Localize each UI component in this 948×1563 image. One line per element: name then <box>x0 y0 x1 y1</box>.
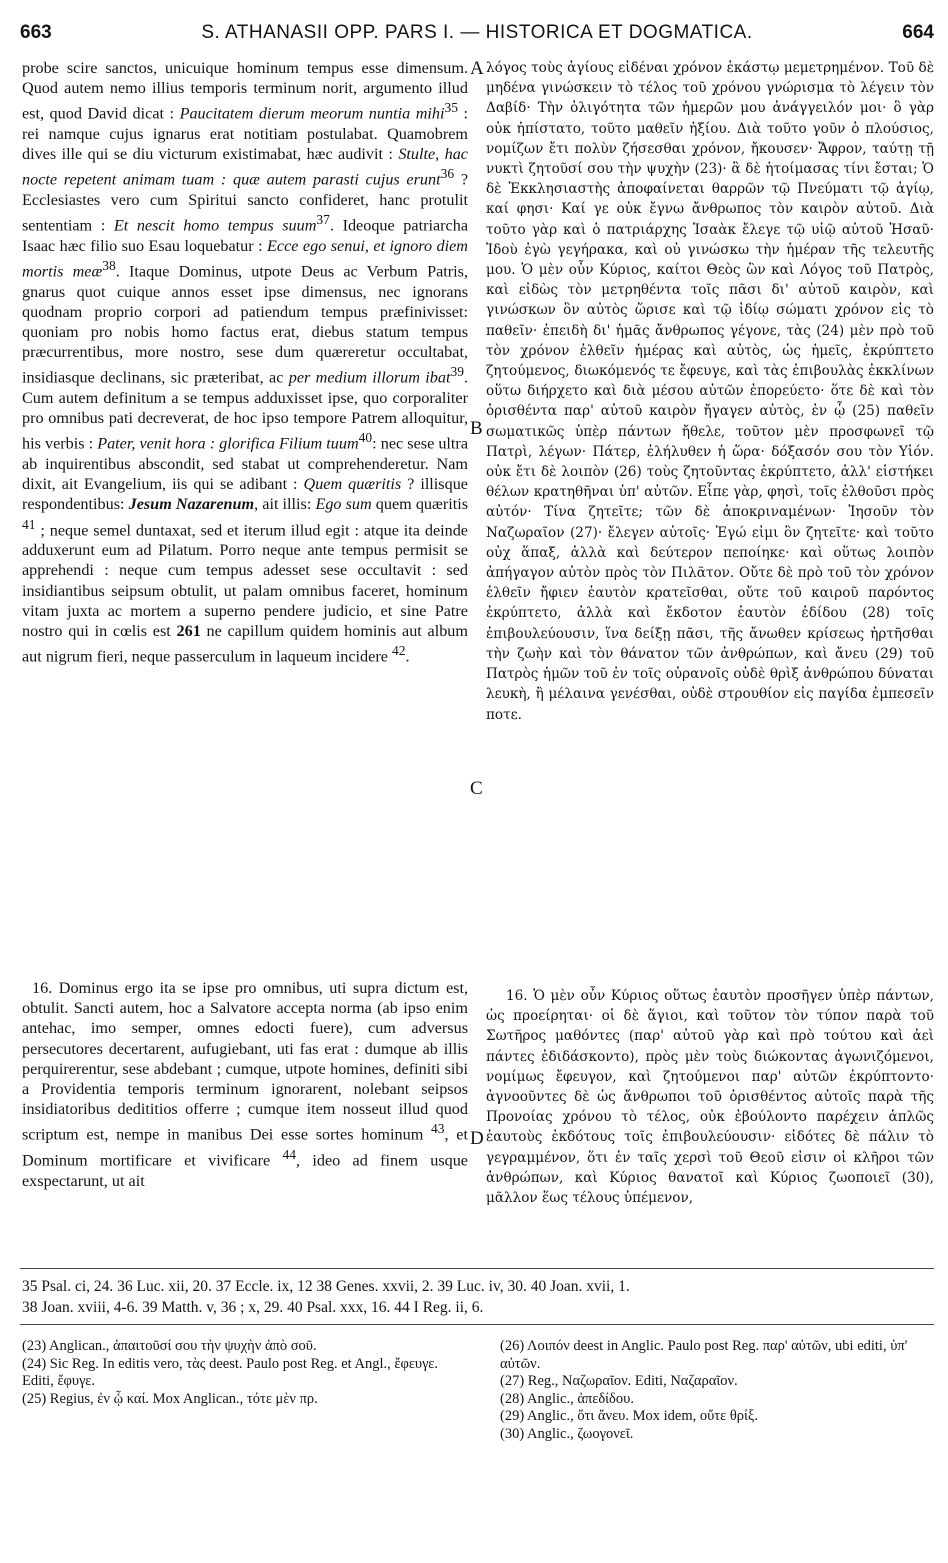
margin-marker-c: C <box>470 778 483 799</box>
column-number: 261 <box>176 622 201 641</box>
variant-note: (25) Regius, ἐν ᾧ καί. Mox Anglican., τότε μὲν πρ. <box>22 1390 318 1407</box>
latin-paragraph-16: 16. Dominus ergo ita se ipse pro omnibus, uti supra dictum est, obtulit. Sancti autem, hoc a Salvatore accepta norma (ab ipso enim antehac, imo semper, omnes edocti fuere), cum adversus persecutores decertarent, aufugiebant, uti fas erat : dumque ab illis perquirerentur, sese abdebant ; cumque, utpote homines, definiti sibi a Providentia temporis terminum ignorarent, nolebant seipsos insidiatoribus dedititios offerre ; cumque item nosseut illud quod scriptum est, nempe in manibus Dei esse sortes hominum $^{43}$, et Dominum mortificare et vivificare $^{44}$, ideo ad finem usque exspectarunt, ut ait <box>22 979 468 1190</box>
variant-note: (29) Anglic., ὅτι ἄνευ. Mox idem, οὔτε θρίξ. <box>500 1408 758 1424</box>
variant-note: (26) Λοιπόν deest in Anglic. Paulo post Reg. παρ' αὐτῶν, ubi editi, ὑπ' αὐτῶν. <box>500 1338 908 1372</box>
variants-divider <box>20 1324 934 1325</box>
latin-paragraph-15: probe scire sanctos, unicuique hominum tempus esse dimensum. Quod autem nemo illius temporis terminum norit, argumento illud est, quod David dicat : Paucitatem dierum meorum nuntia mihi$^{35}$ : rei namque cujus ignarus erat notitiam postulabat. Quamobrem dives ille qui se diu victurum existimabat, hæc audivit : Stulte, hac nocte repetent animam tuam : quæ autem parasti cujus erunt$^{36}$ ? Ecclesiastes vero cum Spiritui sancto confideret, hanc protulit sententiam : Et nescit homo tempus suum$^{37}$. Ideoque patriarcha Isaac hæc filio suo Esau loquebatur : Ecce ego senui, et ignoro diem mortis meæ$^{38}$. Itaque Dominus, utpote Deus ac Verbum Patris, gnarus quot cuique annos esset ipse dimensus, nec ignorans quodnam proprio corpori ad patiendum tempus præfinivisset: quoniam pro nobis homo factus erat, diebus statum tempus præcurrentibus, more nostro, sese dum quæreretur occultabat, insidiasque declinans, sic præteribat, ac per medium illorum ibat$^{39}$. Cum autem definitum a se tempus adduxisset ipse, quo corporaliter pro omnibus pati decreverat, de hoc ipso tempore Patrem alloquitur, his verbis : Pater, venit hora : glorifica Filium tuum$^{40}$: nec sese ultra ab inquirentibus abscondit, sed stabat ut comprehenderetur. Nam dixit, ait Evangelium, iis qui se adibant : Quem quæritis ? illisque respondentibus: Jesum Nazarenum, ait illis: Ego sum quem quæritis $^{41}$ ; neque semel duntaxat, sed et iterum illud egit : atque ita deinde adduxerunt eum ad Pilatum. Porro neque ante tempus permisit se apprehendi : neque cum tempus adesset sese occultavit : sed insidiantibus seipsum obtulit, ut palam omnibus faceret, hominum vitam juxta ac mortem a superno pendere judicio, et sine Patre nostro qui in cœlis est 261 ne capillum quidem hominis aut album aut nigrum fieri, neque passerculum in laqueum incidere $^{42}$. <box>22 59 469 666</box>
footnote-line-2: 38 Joan. xviii, 4-6. 39 Matth. v, 36 ; x, 29. 40 Psal. xxx, 16. 44 I Reg. ii, 6. <box>22 1299 484 1316</box>
margin-marker-d: D <box>470 1128 484 1149</box>
margin-marker-b: B <box>470 418 483 439</box>
page-number-left: 663 <box>20 22 52 43</box>
variant-note: (28) Anglic., ἀπεδίδου. <box>500 1390 634 1407</box>
scripture-footnotes <box>22 1276 934 1318</box>
variant-note: (27) Reg., Ναζωραῖον. Editi, Ναζαραῖον. <box>500 1373 738 1389</box>
page-header <box>20 22 934 52</box>
greek-column-upper <box>486 58 934 725</box>
greek-column-lower <box>486 986 934 1208</box>
footnote-line-1: 35 Psal. ci, 24. 36 Luc. xii, 20. 37 Eccle. ix, 12 38 Genes. xxvii, 2. 39 Luc. iv, 30. 40 Joan. xvii, 1. <box>22 1278 630 1295</box>
greek-paragraph-15: λόγος τοὺς ἁγίους εἰδέναι χρόνον ἑκάστῳ μεμετρημένον. Τοῦ δὲ μηδένα γινώσκειν τὸ τέλος τοῦ χρόνου γνώρισμα τὸ λέγειν τὸν Δαβίδ· Τὴν ὀλιγότητα τῶν ἡμερῶν μου ἀνάγγειλόν μοι· ὃ γὰρ οὐκ ἠπίστατο, τοῦτο μαθεῖν ἠξίου. Διὰ τοῦτο γοῦν ὁ πλούσιος, νομίζων ἔτι πολὺν ζήσεσθαι χρόνον, ἤκουσεν· Ἄφρον, ταύτῃ τῇ νυκτὶ ζητοῦσί σου τὴν ψυχὴν (23)· ἃ δὲ ἡτοίμασας τίνι ἔσται; Ὁ δὲ Ἐκκλησιαστὴς ἀποφαίνεται θαρρῶν τῷ Πνεύματι τῷ ἁγίῳ, καί φησι· Καί γε οὐκ ἔγνω ἄνθρωπος τὸν καιρὸν αὐτοῦ. Διὰ τοῦτο γὰρ καὶ ὁ πατριάρχης Ἰσαὰκ ἔλεγε τῷ υἱῷ αὐτοῦ Ἠσαῦ· Ἰδοὺ ἐγὼ γεγήρακα, καὶ οὐ γινώσκω τὴν ἡμέραν τῆς τελευτῆς μου. Ὁ μὲν οὖν Κύριος, καίτοι Θεὸς ὢν καὶ Λόγος τοῦ Πατρὸς, καὶ εἰδὼς τὸν μετρηθέντα τοῖς πᾶσι δι' αὐτοῦ καιρὸν, καὶ γινώσκων ὃν αὐτὸς ὥρισε καὶ τῷ ἰδίῳ σώματι χρόνον εἰς τὸ παθεῖν· ἐπειδὴ δι' ἡμᾶς ἄνθρωπος γέγονε, τὰς (24) μὲν πρὸ τοῦ τὸν χρόνον ἐλθεῖν ἡμέρας καὶ αὐτὸς, ὡς ἡμεῖς, ἐκρύπτετο ζητούμενος, διωκόμενός τε ἔφευγε, καὶ τὰς ἐπιβουλὰς ἐκκλίνων οὕτω διήρχετο καὶ διὰ μέσου αὐτῶν ἐπορεύετο· ὅτε δὲ καὶ τὸν ὁρισθέντα παρ' αὐτοῦ καιρὸν ἤγαγεν αὐτὸς, ἐν ᾧ (25) παθεῖν σωματικῶς ὑπὲρ πάντων ἤθελε, τοῦτον μὲν προσφωνεῖ τῷ Πατρὶ, λέγων· Πάτερ, ἐλήλυθεν ἡ ὥρα· δόξασόν σου τὸν Υἱόν. οὐκ ἔτι δὲ λοιπὸν (26) τοὺς ζητοῦντας ἐκρύπτετο, ἀλλ' εἱστήκει θέλων κρατηθῆναι ὑπ' αὐτῶν. Εἶπε γὰρ, φησὶ, τοῖς ἐλθοῦσι πρὸς αὐτόν· Τίνα ζητεῖτε; τῶν δὲ ἀποκριναμένων· Ἰησοῦν τὸν Ναζωραῖον (27)· ἔλεγεν αὐτοῖς· Ἐγώ εἰμι ὃν ζητεῖτε· καὶ τοῦτο οὐχ ἅπαξ, ἀλλὰ καὶ δεύτερον πεποίηκε· καὶ οὕτως λοιπὸν ἀπήγαγον αὐτὸν πρὸς τὸν Πιλᾶτον. Οὔτε δὲ πρὸ τοῦ τὸν χρόνον ἐλθεῖν ἤφιεν ἑαυτὸν κρατεῖσθαι, οὔτε τοῦ καιροῦ παρόντος ἐκρύπτετο, ἀλλὰ καὶ ἔκδοτον ἑαυτὸν ἐδίδου (28) τοῖς ἐπιβουλεύουσιν, ἵνα δείξῃ πᾶσι, τῆς ἄνωθεν κρίσεως ἠρτῆσθαι τὴν ζωὴν καὶ τὸν θάνατον τῶν ἀνθρώπων, καὶ ἄνευ (29) τοῦ Πατρὸς ἡμῶν τοῦ ἐν τοῖς οὐρανοῖς οὐδὲ θρὶξ ἀνθρώπου δύναται λευκὴ, ἢ μέλαινα γενέσθαι, οὐδὲ στρουθίον εἰς παγίδα ἐμπεσεῖν ποτε. <box>486 60 934 723</box>
page-number-right: 664 <box>902 22 934 43</box>
latin-column-upper <box>22 58 468 667</box>
variant-readings-right <box>500 1338 934 1443</box>
variant-readings-left <box>22 1338 472 1408</box>
greek-paragraph-16: 16. Ὁ μὲν οὖν Κύριος οὕτως ἑαυτὸν προσῆγεν ὑπὲρ πάντων, ὡς προείρηται· οἱ δὲ ἅγιοι, καὶ τοῦτον τὸν τύπον παρὰ τοῦ Σωτῆρος μαθόντες (παρ' αὐτοῦ γὰρ καὶ πρὸ τούτου καὶ ἀεὶ πάντες ἐδιδάσκοντο), πρὸς μὲν τοὺς διώκοντας ἀγωνιζόμενοι, νομίμως ἔφευγον, καὶ ζητούμενοι παρ' αὐτῶν ἐκρύπτοντο· ἀγνοοῦντες δὲ ὡς ἄνθρωποι τοῦ ὁρισθέντος αὐτοῖς παρὰ τῆς Προνοίας χρόνου τὸ τέλος, οὐκ ἐβούλοντο παρέχειν ἁπλῶς ἑαυτοὺς ἐκδότους τοῖς ἐπιβουλεύουσιν· εἰδότες δὲ πάλιν τὸ γεγραμμένον, ὅτι ἐν ταῖς χερσὶ τοῦ Θεοῦ εἰσιν οἱ κλῆροι τῶν ἀνθρώπων, καὶ Κύριος θανατοῖ καὶ Κύριος ζωοποιεῖ (30), μᾶλλον ἕως τέλους ὑπέμενον, <box>486 988 934 1207</box>
footnote-divider <box>20 1268 934 1269</box>
latin-column-lower <box>22 978 468 1191</box>
variant-note: (23) Anglican., ἀπαιτοῦσί σου τὴν ψυχὴν ἀπὸ σοῦ. <box>22 1338 317 1354</box>
variant-note: (30) Anglic., ζωογονεῖ. <box>500 1425 634 1442</box>
margin-marker-a: A <box>470 58 484 79</box>
running-title: S. ATHANASII OPP. PARS I. — HISTORICA ET DOGMATICA. <box>201 22 753 43</box>
variant-note: (24) Sic Reg. In editis vero, τὰς deest. Paulo post Reg. et Angl., ἔφευγε. Editi, ἔφυγε. <box>22 1355 438 1389</box>
